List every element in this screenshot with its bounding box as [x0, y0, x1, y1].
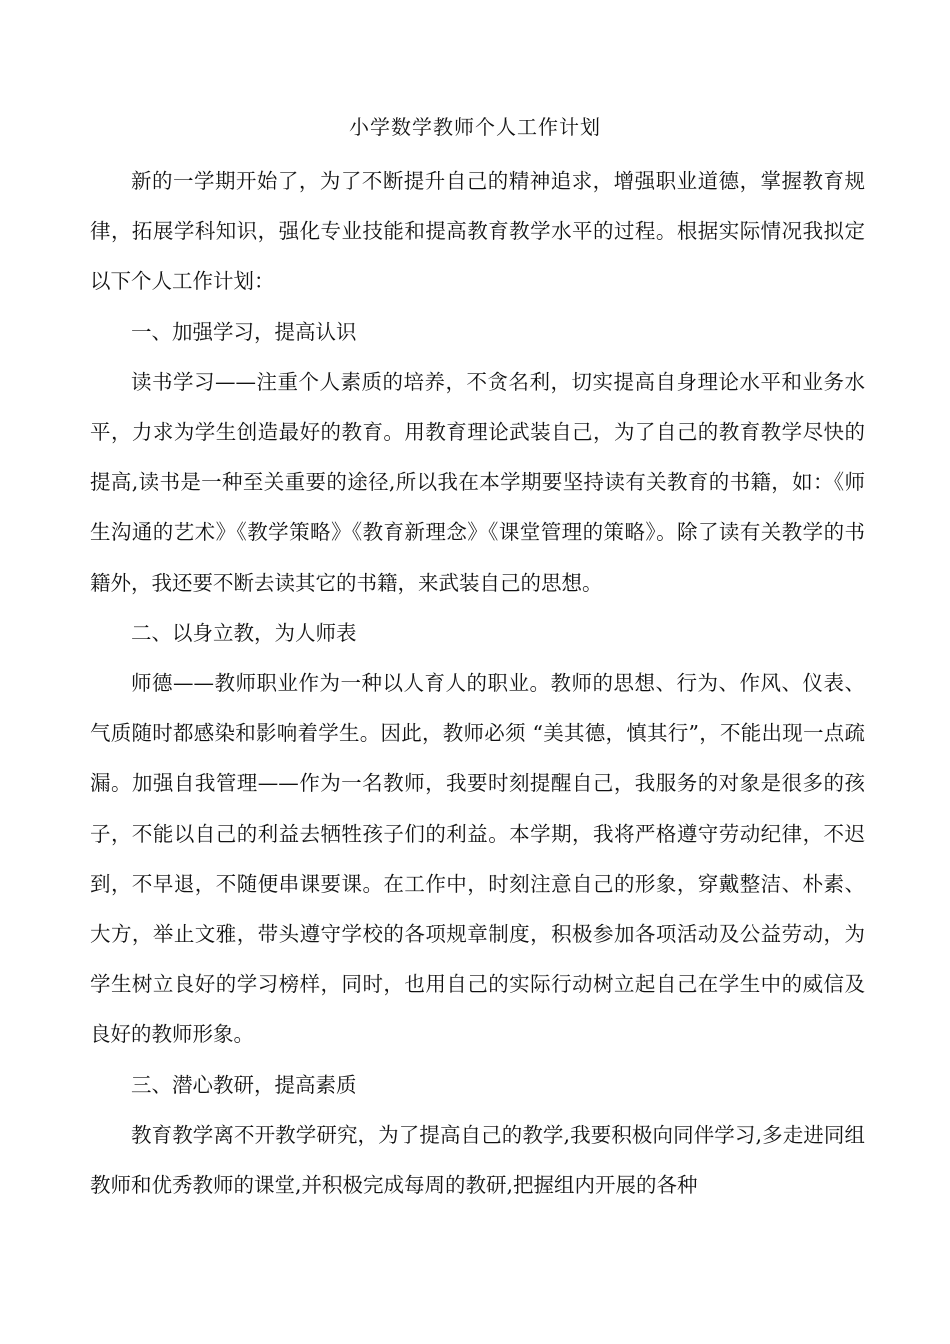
section-heading-1: 一、加强学习，提高认识: [131, 319, 357, 344]
section-heading-3: 三、潜心教研，提高素质: [131, 1072, 357, 1097]
section-2-paragraph: 师德——教师职业作为一种以人育人的职业。教师的思想、行为、作风、仪表、气质随时都感染和影响着学生。因此，教师必须 “美其德，慎其行”，不能出现一点疏漏。加强自我管理——作为一名教师，我要时刻提醒自己，我服务的对象是很多的孩子，不能以自己的利益去牺牲孩子们的利益。本学期，我将严格遵守劳动纪律，不迟到，不早退，不随便串课要课。在工作中，时刻注意自己的形象，穿戴整洁、朴素、大方，举止文雅，带头遵守学校的各项规章制度，积极参加各项活动及公益劳动，为学生树立良好的学习榜样，同时，也用自己的实际行动树立起自己在学生中的威信及良好的教师形象。: [90, 671, 865, 1047]
section-1-paragraph: 读书学习——注重个人素质的培养，不贪名利，切实提高自身理论水平和业务水平，力求为学生创造最好的教育。用教育理论武装自己，为了自己的教育教学尽快的提高,读书是一种至关重要的途径,所以我在本学期要坚持读有关教育的书籍，如：《师生沟通的艺术》《教学策略》《教育新理念》《课堂管理的策略》。除了读有关教学的书籍外，我还要不断去读其它的书籍，来武装自己的思想。: [90, 369, 865, 595]
section-heading-2: 二、以身立教，为人师表: [131, 620, 357, 645]
intro-paragraph: 新的一学期开始了，为了不断提升自己的精神追求，增强职业道德，掌握教育规律，拓展学科知识，强化专业技能和提高教育教学水平的过程。根据实际情况我拟定以下个人工作计划：: [90, 169, 865, 294]
document-title: 小学数学教师个人工作计划: [349, 115, 601, 139]
section-3-paragraph: 教育教学离不开教学研究，为了提高自己的教学,我要积极向同伴学习,多走进同组教师和优秀教师的课堂,并积极完成每周的教研,把握组内开展的各种: [90, 1122, 865, 1198]
document-body: [90, 156, 865, 1210]
